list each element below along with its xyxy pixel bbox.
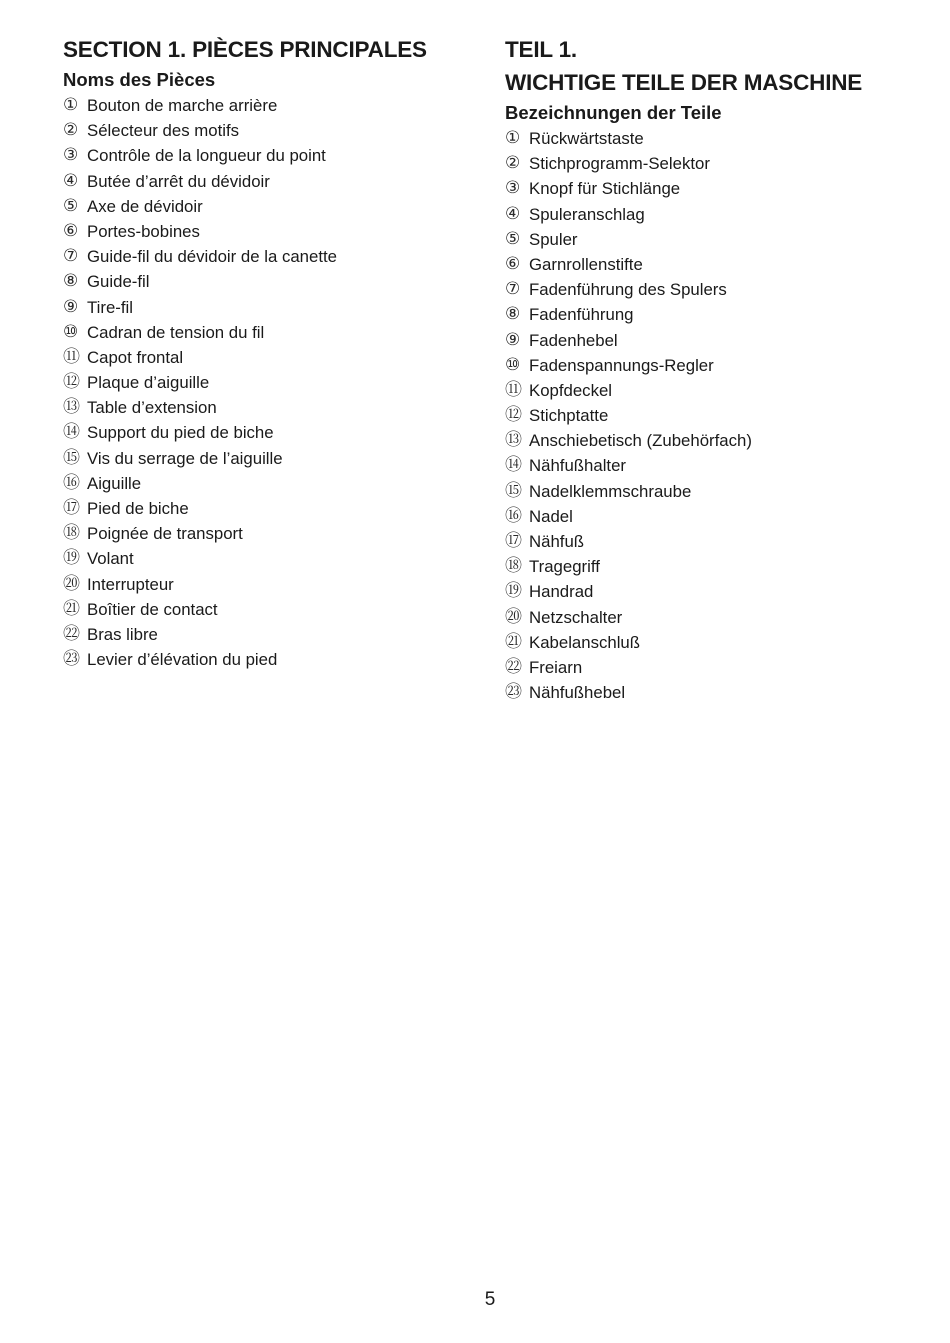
- part-label: Support du pied de biche: [87, 423, 274, 443]
- part-number: ⑯: [63, 472, 80, 493]
- part-label: Spuler: [529, 229, 578, 249]
- part-number: ⑳: [505, 606, 522, 627]
- part-number: ⑬: [63, 397, 80, 418]
- french-part-item: [63, 295, 483, 320]
- part-label: Bras libre: [87, 624, 158, 644]
- french-part-item: [63, 420, 483, 445]
- part-number: ①: [505, 128, 521, 148]
- part-number: ⑦: [63, 246, 79, 267]
- part-number: ⑤: [505, 228, 521, 249]
- french-part-item: [63, 269, 483, 294]
- french-part-item: [63, 622, 483, 647]
- part-label: Nähfußhalter: [529, 456, 627, 476]
- part-number: ③: [63, 145, 79, 166]
- part-label: Table d’extension: [87, 398, 217, 418]
- part-label: Butée d’arrêt du dévidoir: [87, 171, 270, 191]
- part-number: ③: [505, 178, 521, 199]
- part-number: ⑥: [63, 220, 79, 241]
- french-part-item: [63, 370, 483, 395]
- part-number: ②: [63, 120, 79, 141]
- french-part-item: [63, 219, 483, 244]
- part-number: ⑮: [505, 480, 522, 501]
- part-number: ⑰: [505, 531, 522, 551]
- german-part-item: [505, 252, 935, 277]
- part-label: Anschiebetisch (Zubehörfach): [529, 431, 752, 451]
- french-part-item: [63, 244, 483, 269]
- german-part-item: [505, 353, 935, 378]
- german-part-item: [505, 579, 935, 604]
- part-label: Rückwärtstaste: [529, 129, 644, 148]
- part-number: ⑪: [63, 346, 80, 367]
- part-label: Fadenhebel: [529, 330, 618, 350]
- part-label: Fadenführung: [529, 305, 634, 325]
- french-section-title: SECTION 1. PIÈCES PRINCIPALES: [63, 37, 427, 62]
- part-label: Interrupteur: [87, 574, 174, 594]
- part-label: Aiguille: [87, 473, 142, 493]
- german-part-item: [505, 126, 935, 151]
- part-label: Handrad: [529, 582, 594, 602]
- german-part-item: [505, 630, 935, 655]
- german-part-item: [505, 202, 935, 227]
- german-part-item: [505, 302, 935, 327]
- part-label: Capot frontal: [87, 347, 184, 367]
- part-number: ④: [505, 203, 521, 224]
- part-label: Kopfdeckel: [529, 380, 613, 400]
- part-number: ㉒: [505, 656, 522, 677]
- part-label: Garnrollenstifte: [529, 254, 643, 274]
- part-label: Pied de biche: [87, 499, 189, 518]
- part-label: Freiarn: [529, 657, 583, 677]
- german-part-item: [505, 403, 935, 428]
- part-label: Axe de dévidoir: [87, 196, 203, 216]
- part-label: Guide-fil: [87, 272, 150, 292]
- part-label: Tire-fil: [87, 297, 133, 317]
- german-part-item: [505, 655, 935, 680]
- part-label: Netzschalter: [529, 607, 623, 627]
- part-label: Spuleranschlag: [529, 204, 645, 224]
- part-label: Nadel: [529, 506, 573, 526]
- part-number: ④: [63, 170, 79, 191]
- part-label: Kabelanschluß: [529, 632, 641, 652]
- part-number: ⑪: [505, 379, 522, 400]
- part-number: ㉑: [505, 631, 522, 652]
- german-part-item: [505, 680, 935, 705]
- part-number: ⑧: [63, 271, 79, 292]
- part-label: Nadelklemmschraube: [529, 481, 692, 501]
- part-label: Sélecteur des motifs: [87, 121, 240, 141]
- part-number: ⑳: [63, 573, 80, 594]
- part-label: Nähfuß: [529, 532, 585, 551]
- german-part-item: [505, 176, 935, 201]
- part-number: ⑬: [505, 430, 522, 451]
- part-label: Cadran de tension du fil: [87, 322, 265, 342]
- part-label: Guide-fil du dévidoir de la canette: [87, 247, 338, 267]
- part-number: ⑭: [505, 455, 522, 476]
- german-part-item: [505, 605, 935, 630]
- part-label: Portes-bobines: [87, 221, 200, 241]
- part-number: ⑭: [63, 422, 80, 443]
- part-number: ⑮: [63, 447, 80, 468]
- part-number: ①: [63, 95, 79, 115]
- part-label: Nähfußhebel: [529, 683, 626, 703]
- german-column: [505, 0, 935, 705]
- french-part-item: [63, 521, 483, 546]
- part-label: Stichptatte: [529, 406, 609, 426]
- german-section-title-line2: WICHTIGE TEILE DER MASCHINE: [505, 70, 863, 95]
- part-label: Volant: [87, 549, 134, 569]
- german-part-item: [505, 453, 935, 478]
- french-part-item: [63, 597, 483, 622]
- part-number: ㉓: [63, 649, 80, 670]
- part-number: ⑩: [63, 321, 79, 342]
- german-part-item: [505, 479, 935, 504]
- french-part-item: [63, 93, 483, 118]
- german-subtitle: Bezeichnungen der Teile: [505, 102, 722, 123]
- part-number: ⑱: [505, 556, 522, 577]
- part-label: Bouton de marche arrière: [87, 96, 278, 115]
- part-number: ⑫: [63, 372, 80, 393]
- part-label: Stichprogramm-Selektor: [529, 154, 710, 174]
- german-part-item: [505, 378, 935, 403]
- part-number: ⑧: [505, 304, 521, 325]
- french-part-item: [63, 194, 483, 219]
- part-label: Poignée de transport: [87, 524, 243, 544]
- page-number: 5: [484, 1289, 496, 1310]
- part-number: ⑫: [505, 405, 522, 426]
- part-number: ⑨: [63, 296, 79, 317]
- french-part-item: [63, 395, 483, 420]
- german-part-item: [505, 328, 935, 353]
- part-number: ⑯: [505, 505, 522, 526]
- french-part-item: [63, 446, 483, 471]
- german-parts-list: [505, 126, 935, 705]
- part-number: ②: [505, 153, 521, 174]
- german-part-item: [505, 428, 935, 453]
- part-label: Fadenspannungs-Regler: [529, 355, 714, 375]
- french-part-item: [63, 496, 483, 521]
- part-number: ⑤: [63, 195, 79, 216]
- german-part-item: [505, 504, 935, 529]
- french-part-item: [63, 471, 483, 496]
- part-label: Vis du serrage de l’aiguille: [87, 448, 283, 468]
- french-part-item: [63, 647, 483, 672]
- part-number: ⑨: [505, 329, 521, 350]
- part-number: ⑲: [505, 581, 522, 602]
- part-label: Knopf für Stichlänge: [529, 179, 681, 199]
- part-number: ⑲: [63, 548, 80, 569]
- german-part-item: [505, 151, 935, 176]
- german-part-item: [505, 227, 935, 252]
- part-number: ㉑: [63, 598, 80, 619]
- german-section-title-line1: TEIL 1.: [505, 37, 577, 62]
- part-number: ㉒: [63, 623, 80, 644]
- part-number: ⑱: [63, 523, 80, 544]
- part-number: ⑥: [505, 253, 521, 274]
- french-part-item: [63, 320, 483, 345]
- part-number: ⑦: [505, 279, 521, 300]
- french-part-item: [63, 345, 483, 370]
- french-column: [63, 0, 483, 672]
- part-label: Levier d’élévation du pied: [87, 650, 278, 670]
- german-part-item: [505, 277, 935, 302]
- french-subtitle: Noms des Pièces: [63, 69, 216, 90]
- part-label: Boîtier de contact: [87, 599, 218, 619]
- french-part-item: [63, 143, 483, 168]
- french-parts-list: [63, 93, 483, 672]
- part-number: ㉓: [505, 682, 522, 703]
- french-part-item: [63, 546, 483, 571]
- part-number: ⑰: [63, 498, 80, 518]
- part-label: Tragegriff: [529, 557, 600, 577]
- part-label: Plaque d’aiguille: [87, 373, 210, 393]
- part-number: ⑩: [505, 354, 521, 375]
- french-part-item: [63, 118, 483, 143]
- french-part-item: [63, 572, 483, 597]
- part-label: Fadenführung des Spulers: [529, 280, 727, 300]
- part-label: Contrôle de la longueur du point: [87, 146, 326, 166]
- german-part-item: [505, 529, 935, 554]
- french-part-item: [63, 169, 483, 194]
- german-part-item: [505, 554, 935, 579]
